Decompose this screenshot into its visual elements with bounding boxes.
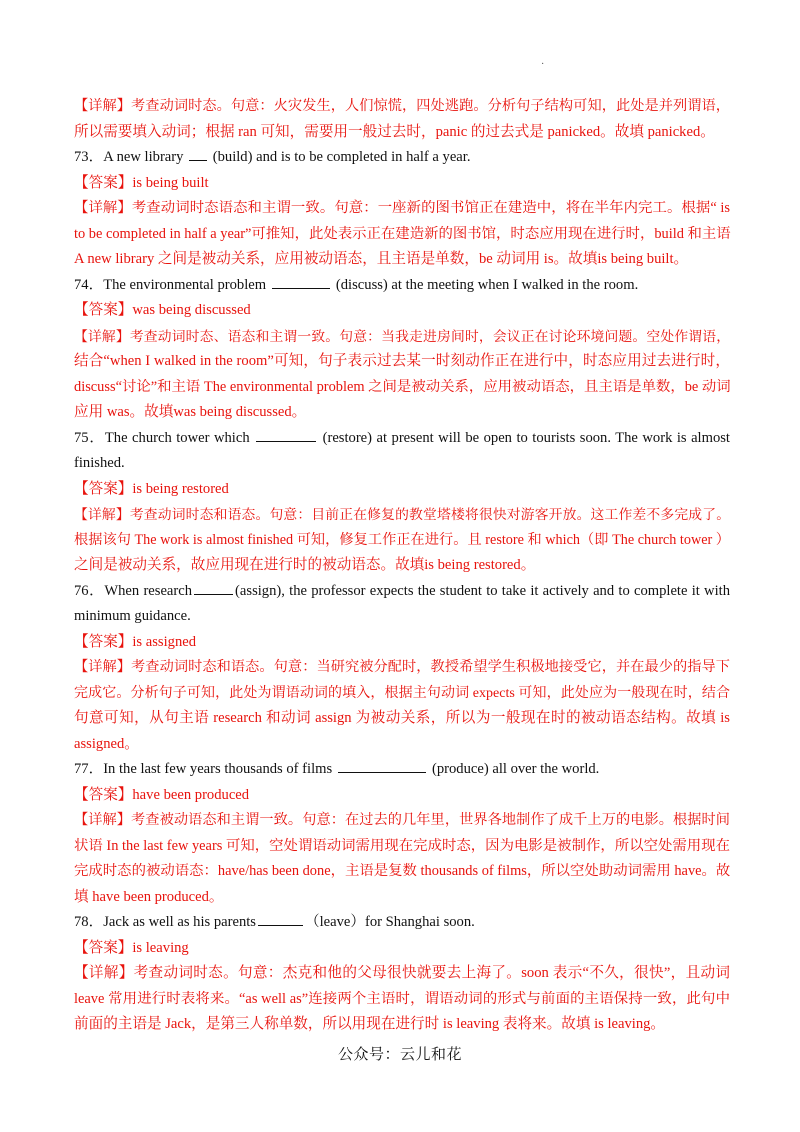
question-text: (discuss) at the meeting when I walked in the room. (332, 276, 639, 293)
question-text: 73．A new library (74, 149, 188, 165)
explanation-line: 【详解】考查动词时态语态和主谓一致。句意：一座新的图书馆正在建造中，将在半年内完工。根据“ is (74, 200, 730, 216)
question-line (74, 426, 730, 452)
explanation-line: to be completed in half a year”可推知，此处表示正在建造新的图书馆，时态应用现在进行时，build 和主语 (74, 225, 731, 242)
explanation-line: 之间是被动关系，故应用现在进行时的被动语态。故填is being restored。 (74, 557, 536, 573)
question-line (74, 910, 730, 936)
explanation-line: 【详解】考查动词时态和语态。句意：目前正在修复的教堂塔楼将很快对游客开放。这工作差不多完成了。 (74, 507, 730, 522)
page-mark: · (541, 59, 545, 70)
question-text: 74．The environmental problem (74, 276, 270, 293)
question-line (74, 579, 730, 605)
explanation-line: 完成时态的被动语态：have/has been done，主语是复数 thousands of films，所以空处助动词需用 have。故 (74, 863, 731, 879)
answer-line: 【答案】is being restored (74, 480, 229, 497)
answer-line: 【答案】was being discussed (74, 302, 251, 318)
explanation-line: 根据该句 The work is almost finished 可知，修复工作正在进行。且 restore 和 which（即 The church tower ） (74, 531, 730, 548)
explanation-line: assigned。 (74, 735, 139, 752)
question-text: 76．When research (74, 582, 193, 599)
explanation-line: 状语 In the last few years 可知，空处谓语动词需用现在完成时态，因为电影是被制作，所以空处需用现在 (74, 837, 730, 854)
answer-line: 【答案】have been produced (74, 786, 250, 803)
answer-blank (256, 427, 316, 442)
explanation-line: discuss“讨论”和主语 The environmental problem 之间是被动关系，应用被动语态，且主语是单数，be 动词 (74, 378, 731, 395)
explanation-line: 前面的主语是 Jack，是第三人称单数，所以用现在进行时 is leaving 表将来。故填 is leaving。 (74, 1016, 666, 1032)
explanation-line: leave 常用进行时表将来。“as well as”连接两个主语时，谓语动词的形式与前面的主语保持一致，此句中 (74, 990, 730, 1007)
question-text: (assign), the professor expects the student to take it actively and to complete it with (235, 582, 730, 599)
explanation-line: 句意可知，从句主语 research 和动词 assign 为被动关系，所以为一般现在时的被动语态结构。故填 is (74, 710, 730, 726)
page-footer: 公众号：云儿和花 (337, 1045, 462, 1063)
question-line (74, 145, 730, 171)
answer-blank (272, 274, 331, 289)
answer-line: 【答案】is being built (74, 174, 209, 191)
question-line (74, 757, 730, 783)
question-text: 78．Jack as well as his parents (74, 914, 256, 930)
explanation-line: 【详解】考查被动语态和主谓一致。句意：在过去的几年里，世界各地制作了成千上万的电影。根据时间 (74, 812, 730, 828)
answer-blank (194, 580, 233, 595)
document-body (74, 94, 730, 1038)
explanation-line: 【详解】考查动词时态。句意：杰克和他的父母很快就要去上海了。soon 表示“不久，很快”，且动词 (74, 965, 730, 981)
answer-blank (258, 911, 303, 926)
explanation-line: 应用 was。故填was being discussed。 (74, 404, 307, 420)
answer-blank (338, 758, 427, 773)
explanation-line: 【详解】考查动词时态和语态。句意：当研究被分配时，教授希望学生积极地接受它，并在最少的指导下 (74, 659, 730, 675)
question-text: 77．In the last few years thousands of films (74, 761, 336, 777)
question-text: （leave）for Shanghai soon. (304, 914, 475, 930)
explanation-line: 所以需要填入动词；根据 ran 可知，需要用一般过去时，panic 的过去式是 panicked。故填 panicked。 (74, 123, 715, 140)
question-text: (restore) at present will be open to tourists soon. The work is almost (318, 429, 730, 446)
question-line: minimum guidance. (74, 608, 191, 624)
answer-line: 【答案】is assigned (74, 633, 197, 650)
explanation-line: A new library 之间是被动关系，应用被动语态，且主语是单数，be 动词用 is。故填is being built。 (74, 251, 689, 267)
answer-line: 【答案】is leaving (74, 939, 189, 956)
explanation-line: 结合“when I walked in the room”可知，句子表示过去某一时刻动作正在进行中，时态应用过去进行时， (74, 353, 730, 369)
explanation-line: 【详解】考查动词时态。句意：火灾发生，人们惊慌，四处逃跑。分析句子结构可知，此处是并列谓语， (74, 98, 730, 114)
question-text: (build) and is to be completed in half a year. (209, 149, 471, 165)
answer-blank (189, 146, 207, 161)
explanation-line: 填 have been produced。 (74, 888, 224, 905)
explanation-line: 完成它。分析句子可知，此处为谓语动词的填入，根据主句动词 expects 可知，此处应为一般现在时，结合 (74, 685, 730, 701)
question-line (74, 273, 730, 299)
question-text: (produce) all over the world. (428, 761, 600, 777)
question-text: 75．The church tower which (74, 429, 255, 446)
explanation-line: 【详解】考查动词时态、语态和主谓一致。句意：当我走进房间时，会议正在讨论环境问题。空处作谓语， (74, 328, 730, 344)
question-line: finished. (74, 455, 125, 471)
